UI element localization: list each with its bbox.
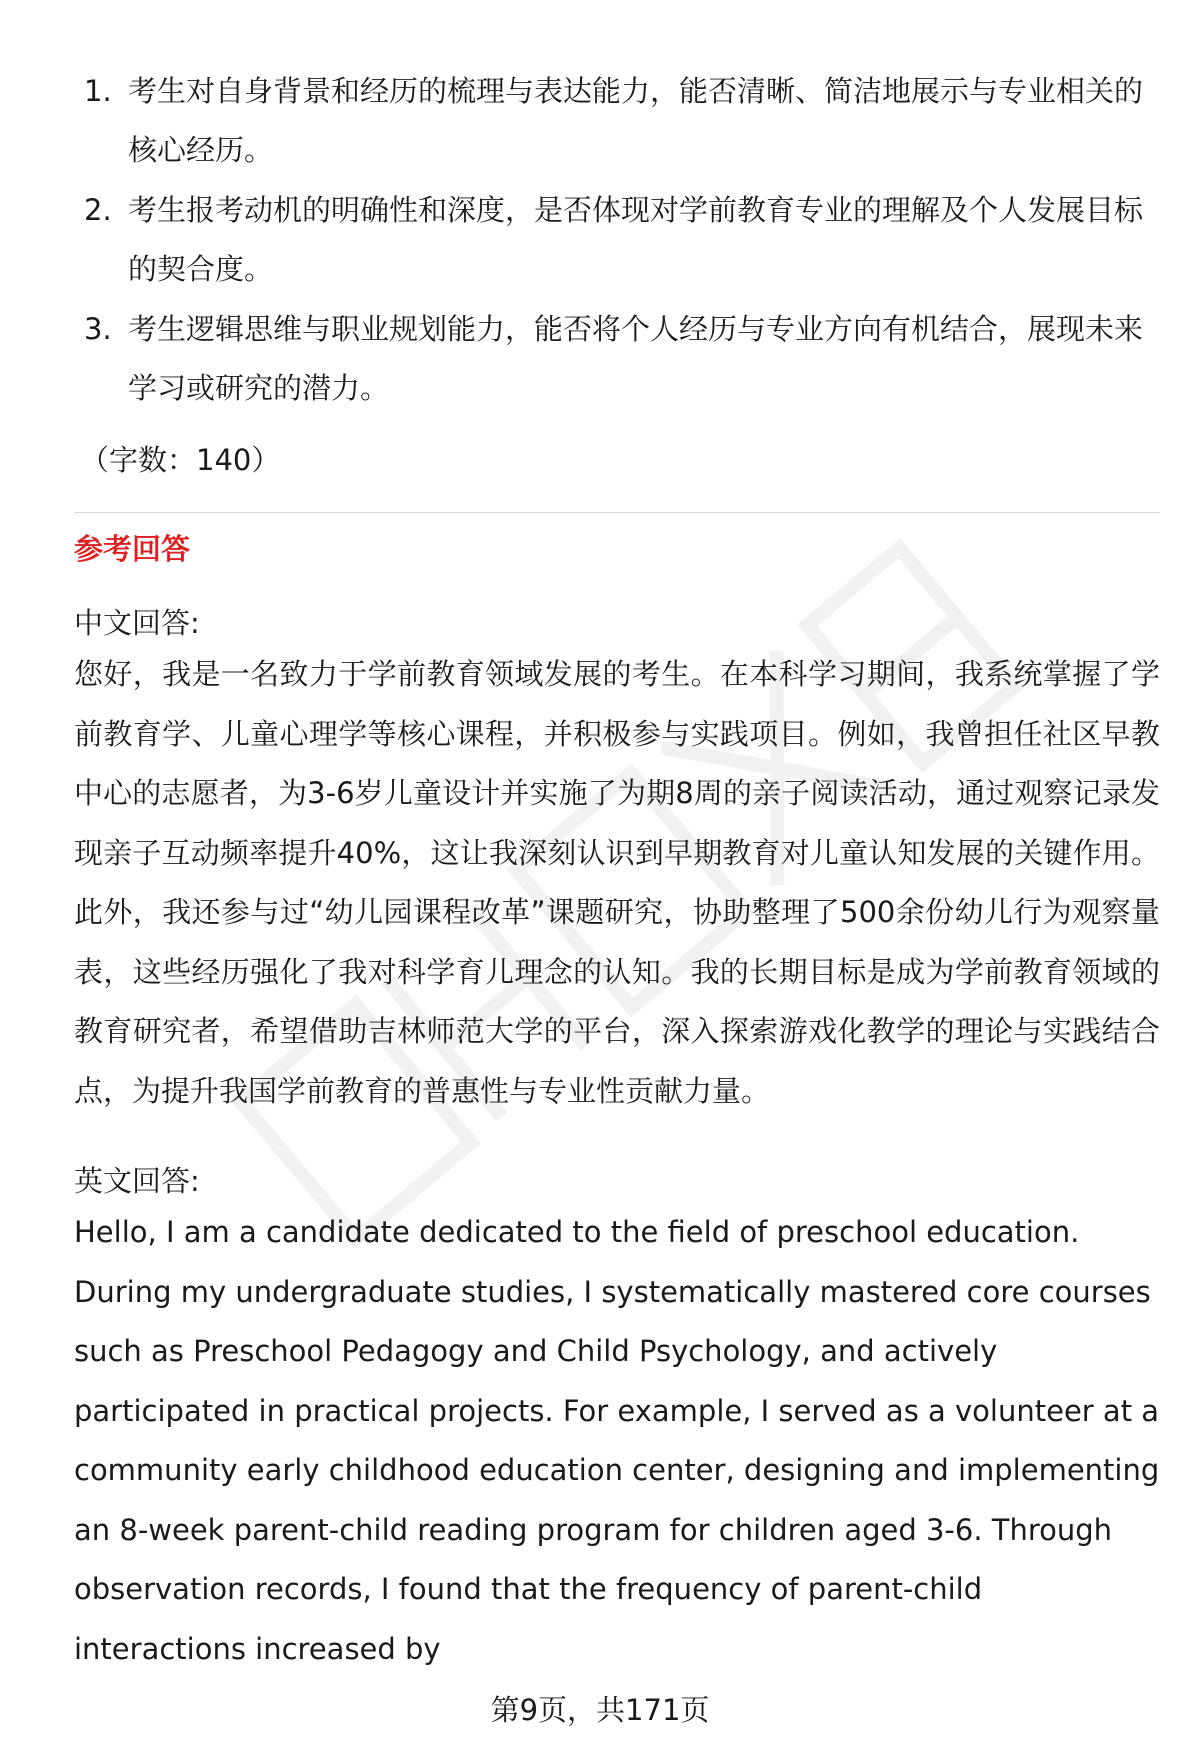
list-text: 考生逻辑思维与职业规划能力，能否将个人经历与专业方向有机结合，展现未来学习或研究的潜力。 bbox=[128, 312, 1144, 405]
reference-answer-title: 参考回答 bbox=[74, 532, 191, 566]
list-number: 3. bbox=[84, 312, 112, 346]
chinese-answer-text: 您好，我是一名致力于学前教育领域发展的考生。在本科学习期间，我系统掌握了学前教育学、儿童心理学等核心课程，并积极参与实践项目。例如，我曾担任社区早教中心的志愿者，为3-6岁儿童设计并实施了为期8周的亲子阅读活动，通过观察记录发现亲子互动频率提升40%，这让我深刻认识到早期教育对儿童认知发展的关键作用。此外，我还参与过“幼儿园课程改革”课题研究，协助整理了500余份幼儿行为观察量表，这些经历强化了我对科学育儿理念的认知。我的长期目标是成为学前教育领域的教育研究者，希望借助吉林师范大学的平台，深入探索游戏化教学的理论与实践结合点，为提升我国学前教育的普惠性与专业性贡献力量。 bbox=[74, 657, 1160, 1108]
criteria-list bbox=[74, 62, 1160, 418]
section-divider bbox=[74, 512, 1160, 513]
list-item bbox=[74, 300, 1160, 418]
list-text: 考生对自身背景和经历的梳理与表达能力，能否清晰、简洁地展示与专业相关的核心经历。 bbox=[128, 74, 1144, 167]
word-count: （字数：140） bbox=[80, 443, 281, 477]
english-answer-label: 英文回答: bbox=[74, 1164, 200, 1198]
english-answer-text: Hello, I am a candidate dedicated to the field of preschool education. During my undergraduate studies, I systematically mastered core courses such as Preschool Pedagogy and Child Psychology, and actively participated in practical projects. For example, I served as a volunteer at a community early childhood education center, designing and implementing an 8-week parent-child reading program for children aged 3-6. Through observation records, I found that the frequency of parent-child interactions increased by bbox=[74, 1215, 1160, 1666]
page-number-footer: 第9页，共171页 bbox=[490, 1693, 710, 1727]
list-text: 考生报考动机的明确性和深度，是否体现对学前教育专业的理解及个人发展目标的契合度。 bbox=[128, 193, 1144, 286]
list-item bbox=[74, 181, 1160, 299]
list-number: 2. bbox=[84, 193, 112, 227]
list-item bbox=[74, 62, 1160, 180]
document-page bbox=[74, 62, 1160, 1679]
chinese-answer-label: 中文回答: bbox=[74, 606, 200, 640]
list-number: 1. bbox=[84, 74, 112, 108]
